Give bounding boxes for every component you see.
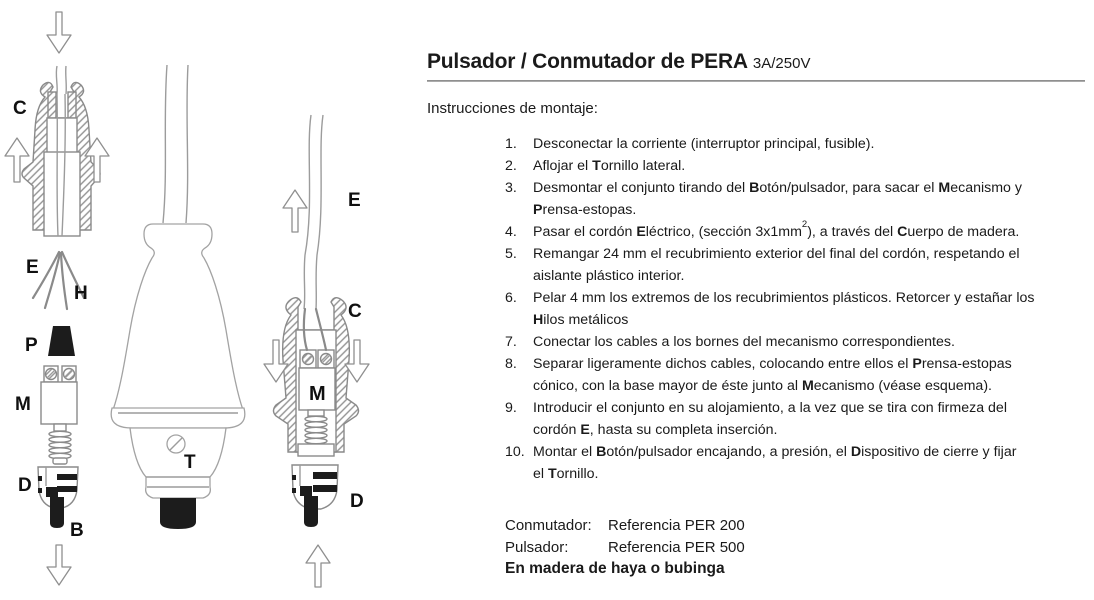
device-stripe (313, 485, 337, 492)
instruction-number: 4. (505, 224, 517, 240)
device-dot (292, 475, 296, 480)
exploded-view-left (5, 12, 109, 585)
gland-jaw (68, 92, 76, 118)
reference-label: Conmutador: (505, 517, 592, 534)
device-stripe (313, 472, 337, 479)
instruction-item (505, 221, 1091, 243)
instruction-item (505, 287, 1091, 331)
pear-skirt (111, 408, 245, 428)
wood-note: En madera de haya o bubinga (505, 560, 725, 577)
device-stripe (57, 486, 77, 492)
instruction-item (505, 331, 1091, 353)
push-button (160, 498, 196, 529)
cable-line (304, 115, 311, 309)
instruction-item (505, 441, 1091, 485)
instruction-text: Pelar 4 mm los extremos de los recubrimientos plásticos. Retorcer y estañar los Hilos metálicos (533, 290, 1035, 328)
bare-wire (45, 253, 60, 308)
thread-coil (305, 416, 327, 421)
thread-coil (305, 438, 327, 443)
label-screw: T (184, 452, 196, 473)
instruction-text: Desmontar el conjunto tirando del Botón/pulsador, para sacar el Mecanismo y Prensa-estopas. (533, 180, 1022, 218)
instruction-item (505, 133, 1091, 155)
reference-row (505, 515, 745, 537)
label-cord: E (26, 257, 39, 278)
cone-gland (48, 326, 75, 356)
label-button: B (70, 520, 84, 541)
instruction-text: Conectar los cables a los bornes del mecanismo correspondientes. (533, 334, 955, 350)
instruction-number: 3. (505, 180, 517, 196)
thread-coil (49, 448, 71, 453)
gland-jaw (48, 92, 56, 118)
instruction-number: 10. (505, 444, 525, 460)
reference-value: Referencia PER 500 (608, 538, 745, 556)
cable-line (56, 66, 57, 94)
device-dot (38, 488, 42, 493)
cable-line (316, 115, 323, 309)
instruction-item (505, 155, 1091, 177)
device-stripe (57, 474, 77, 480)
instruction-text: Desconectar la corriente (interruptor principal, fusible). (533, 136, 875, 152)
instruction-item (505, 397, 1091, 441)
product-name: Pulsador / Conmutador de PERA (427, 50, 748, 73)
instruction-item (505, 243, 1091, 287)
reference-table (505, 515, 745, 558)
instructions-heading: Instrucciones de montaje: (427, 100, 598, 117)
instruction-text: Pasar el cordón Eléctrico, (sección $3x1mm^2$), a través del Cuerpo de madera. (533, 219, 1020, 240)
cable-line (66, 66, 67, 94)
label-cone: P (25, 335, 38, 356)
instruction-number: 8. (505, 356, 517, 372)
arrow-down-icon (47, 12, 71, 53)
instruction-number: 9. (505, 400, 517, 416)
assembled-view-right (264, 115, 369, 587)
arrow-down-icon (47, 545, 71, 585)
instruction-item (505, 177, 1091, 221)
reference-label: Pulsador: (505, 538, 569, 556)
divider (427, 80, 1085, 82)
instruction-text: Remangar 24 mm el recubrimiento exterior del final del cordón, respetando el aislante plástico interior. (533, 246, 1020, 284)
thread-coil (49, 437, 71, 442)
mechanism-body (41, 382, 77, 424)
instructions-list (505, 133, 1091, 485)
wood-body-middle (111, 65, 245, 529)
label-mechanism: M (15, 394, 31, 415)
arrow-up-icon (283, 190, 307, 232)
voltage-rating: 3A/250V (752, 55, 811, 72)
instruction-number: 1. (505, 136, 517, 152)
label-gland: C (348, 301, 362, 322)
instruction-number: 5. (505, 246, 517, 262)
label-wires: H (74, 283, 88, 304)
instruction-number: 6. (505, 290, 517, 306)
device-dot (38, 476, 42, 481)
mechanism-neck (308, 410, 324, 416)
page-title (427, 50, 810, 74)
label-gland: C (13, 98, 27, 119)
instruction-number: 7. (505, 334, 517, 350)
housing-base (298, 444, 334, 456)
cable-line (163, 65, 167, 223)
arrow-up-icon (306, 545, 330, 587)
thread-coil (305, 433, 327, 438)
label-device: D (18, 475, 32, 496)
assembly-diagram (0, 0, 420, 600)
cable-line (186, 65, 188, 223)
instruction-number: 2. (505, 158, 517, 174)
thread-coil (49, 442, 71, 447)
thread-coil (49, 431, 71, 436)
label-device: D (350, 491, 364, 512)
pear-body (113, 224, 243, 410)
instruction-text: Aflojar el Tornillo lateral. (533, 158, 686, 174)
instruction-item (505, 353, 1091, 397)
thread-tip (53, 458, 67, 464)
mechanism-neck (54, 424, 66, 431)
instruction-text: Montar el Botón/pulsador encajando, a presión, el Dispositivo de cierre y fijar el Tornillo. (533, 444, 1017, 482)
reference-row (505, 537, 745, 559)
thread-coil (305, 422, 327, 427)
instruction-text: Introducir el conjunto en su alojamiento, a la vez que se tira con firmeza del cordón E, hasta su completa inserción. (533, 400, 1007, 438)
label-mechanism: M (309, 383, 326, 405)
label-cord: E (348, 190, 361, 211)
device-dot (292, 488, 296, 493)
thread-coil (305, 427, 327, 432)
reference-value: Referencia PER 200 (608, 517, 745, 534)
instruction-text: Separar ligeramente dichos cables, colocando entre ellos el Prensa-estopas cónico, con la base mayor de éste junto al Mecanismo (véase esquema). (533, 356, 1012, 394)
